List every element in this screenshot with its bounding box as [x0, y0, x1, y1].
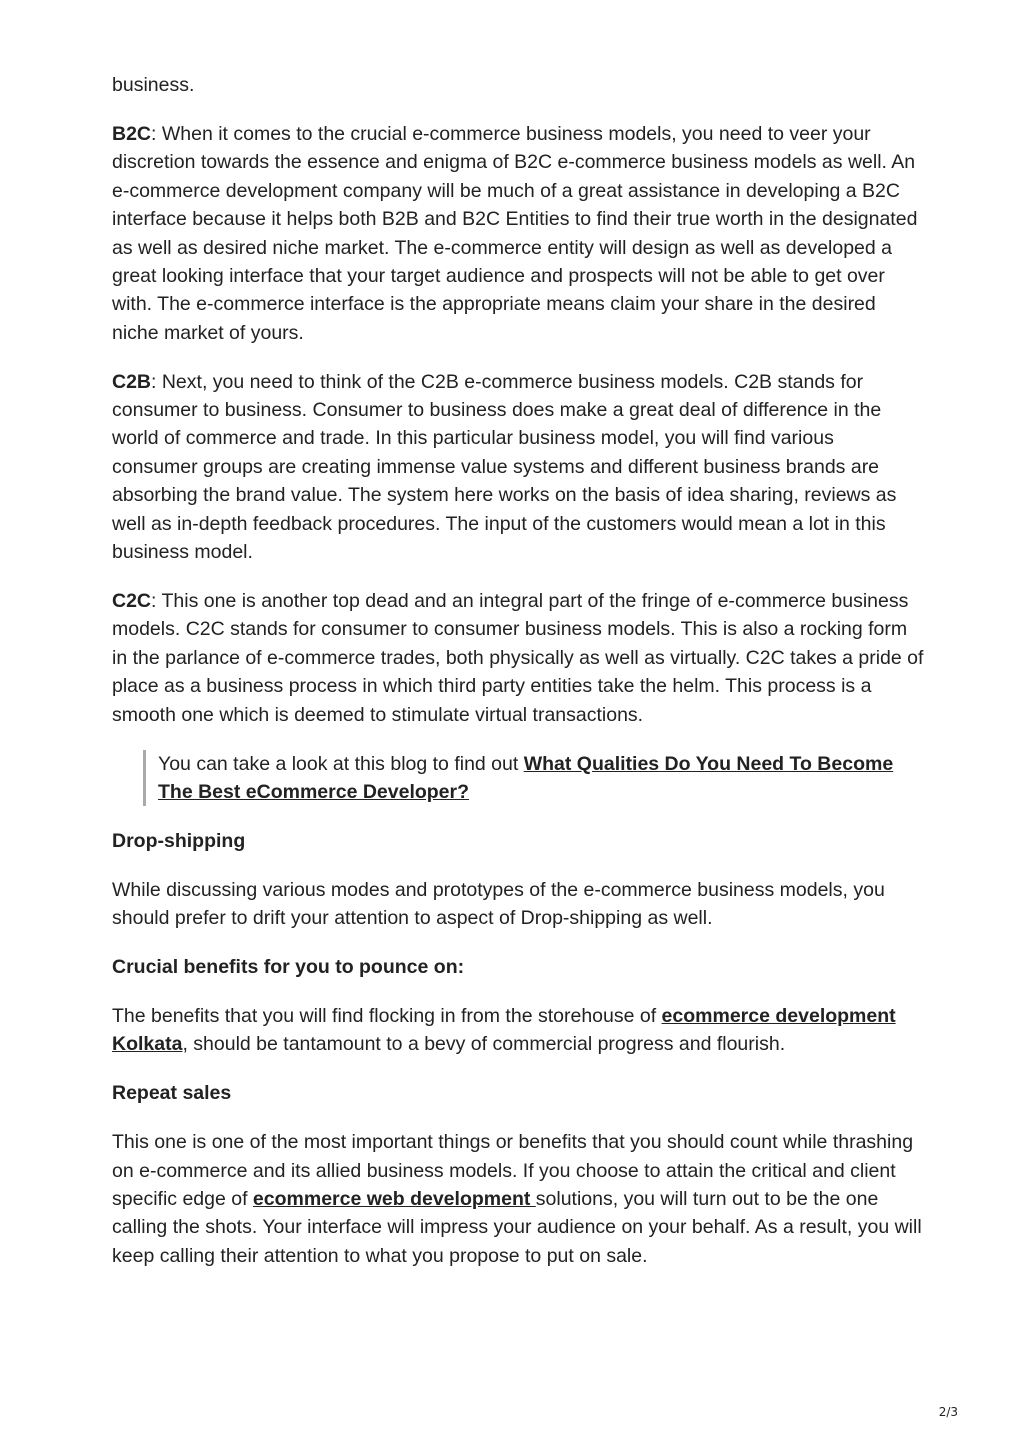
c2b-paragraph	[112, 368, 924, 567]
dropshipping-heading: Drop-shipping	[112, 829, 246, 852]
intro-tail-paragraph: business.	[112, 74, 195, 96]
repeat-sales-text-after: solutions, you will turn out to be the one calling the shots. Your interface will impress your audience on your behalf. As a result, you will keep calling their attention to what you propose to put on sale.	[112, 1188, 922, 1267]
b2c-text: : When it comes to the crucial e-commerce business models, you need to veer your discretion towards the essence and enigma of B2C e-commerce business models as well. An e-commerce development company will be much of a great assistance in developing a B2C interface because it helps both B2B and B2C Entities to find their true worth in the designated as well as desired niche market. The e-commerce entity will design as well as developed a great looking interface that your target audience and prospects will not be able to get over with. The e-commerce interface is the appropriate means claim your share in the desired niche market of yours.	[112, 122, 918, 344]
c2c-text: : This one is another top dead and an integral part of the fringe of e-commerce business models. C2C stands for consumer to consumer business models. This is also a rocking form in the parlance of e-commerce trades, both physically as well as virtually. C2C takes a pride of place as a business process in which third party entities take the helm. This process is a smooth one which is deemed to stimulate virtual transactions.	[112, 590, 924, 726]
benefits-text-after: , should be tantamount to a bevy of commercial progress and flourish.	[182, 1033, 786, 1056]
blockquote-text: You can take a look at this blog to find out	[158, 752, 524, 775]
blockquote	[143, 750, 924, 807]
b2c-term: B2C	[112, 122, 152, 145]
c2c-term: C2C	[112, 590, 152, 612]
c2b-term: C2B	[112, 370, 152, 393]
b2c-paragraph	[112, 120, 924, 347]
page-number: 2/3	[938, 1405, 958, 1419]
c2c-paragraph	[112, 587, 924, 729]
ecommerce-development-kolkata-link[interactable]: ecommerce development Kolkata	[112, 1004, 896, 1056]
repeat-sales-heading: Repeat sales	[112, 1082, 232, 1105]
c2b-text: : Next, you need to think of the C2B e-commerce business models. C2B stands for consumer to business. Consumer to business does make a great deal of difference in the world of commerce and trade. In this particular business model, you will find various consumer groups are creating immense value systems and different business brands are absorbing the brand value. The system here works on the basis of idea sharing, reviews as well as in-depth feedback procedures. The input of the customers would mean a lot in this business model.	[112, 370, 897, 564]
ecommerce-developer-qualities-link[interactable]: What Qualities Do You Need To Become The Best eCommerce Developer?	[158, 752, 894, 803]
ecommerce-web-development-link[interactable]: ecommerce web development	[252, 1188, 536, 1210]
benefits-text-before: The benefits that you will find flocking in from the storehouse of	[112, 1004, 662, 1027]
repeat-sales-text-before: This one is one of the most important things or benefits that you should count while thrashing on e-commerce and its allied business models. If you choose to attain the critical and client specific edge of	[112, 1131, 914, 1210]
document-body	[112, 71, 924, 1291]
dropshipping-paragraph: While discussing various modes and prototypes of the e-commerce business models, you should prefer to drift your attention to aspect of Drop-shipping as well.	[112, 878, 885, 930]
benefits-heading: Crucial benefits for you to pounce on:	[112, 956, 465, 979]
benefits-paragraph	[112, 1002, 924, 1059]
repeat-sales-paragraph	[112, 1128, 924, 1270]
